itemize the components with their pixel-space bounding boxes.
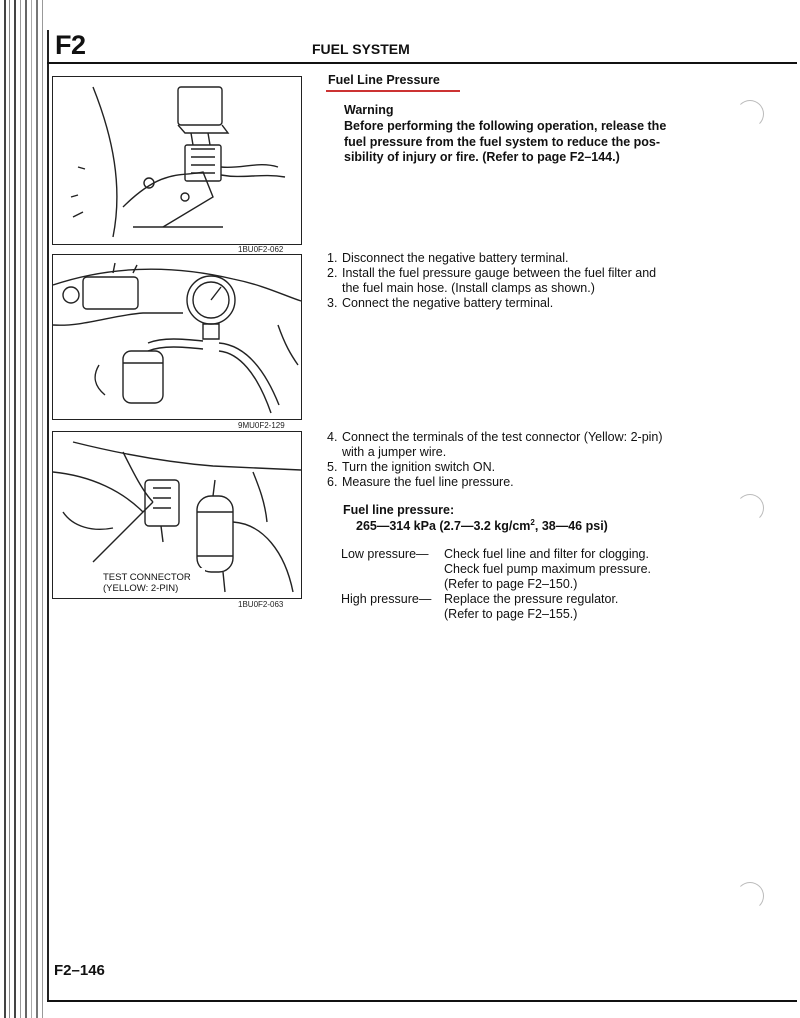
procedure-steps-b bbox=[327, 430, 663, 490]
figure-code: 9MU0F2-129 bbox=[238, 421, 285, 430]
diagnosis-condition: Low pressure— bbox=[341, 547, 429, 561]
list-item: 3. Connect the negative battery terminal. bbox=[327, 296, 554, 310]
page-title: FUEL SYSTEM bbox=[312, 41, 410, 57]
pressure-gauge-illustration bbox=[53, 255, 301, 419]
list-item: 6. Measure the fuel line pressure. bbox=[327, 475, 514, 489]
footer-rule bbox=[47, 1000, 797, 1002]
punch-hole-mark bbox=[736, 494, 764, 522]
list-item: 2. Install the fuel pressure gauge between the fuel filter and the fuel main hose. (Install clamps as shown.) bbox=[327, 266, 657, 295]
figure-relay-connector bbox=[52, 76, 302, 245]
figure-pressure-gauge bbox=[52, 254, 302, 420]
punch-hole-mark bbox=[736, 882, 764, 910]
diagnosis-condition: High pressure— bbox=[341, 592, 432, 606]
page-number: F2–146 bbox=[54, 962, 105, 979]
punch-hole-mark bbox=[736, 100, 764, 128]
diagnosis-actions: Replace the pressure regulator. (Refer to page F2–155.) bbox=[444, 592, 619, 621]
list-item: 4. Connect the terminals of the test connector (Yellow: 2-pin) with a jumper wire. bbox=[327, 430, 663, 459]
header-rule bbox=[47, 62, 797, 64]
warning-text: Before performing the following operation, release the fuel pressure from the fuel system to reduce the pos- sibility of injury or fire. (Refer to page F2–144.) bbox=[344, 119, 667, 164]
figure-code: 1BU0F2-062 bbox=[238, 245, 284, 254]
test-connector-callout: TEST CONNECTOR (YELLOW: 2-PIN) bbox=[103, 572, 191, 594]
warning-title: Warning bbox=[344, 103, 394, 117]
relay-connector-illustration bbox=[53, 77, 301, 244]
spec-label: Fuel line pressure: bbox=[343, 503, 455, 517]
page-margin-rule bbox=[47, 30, 49, 1002]
list-item: 1. Disconnect the negative battery terminal. bbox=[327, 251, 569, 265]
figure-test-connector bbox=[52, 431, 302, 599]
figure-code: 1BU0F2-063 bbox=[238, 600, 284, 609]
section-title-underline bbox=[326, 90, 460, 92]
page-binding-edge bbox=[0, 0, 46, 1018]
procedure-steps-a bbox=[327, 251, 656, 311]
section-title: Fuel Line Pressure bbox=[328, 73, 440, 87]
section-code: F2 bbox=[55, 30, 86, 60]
spec-value: 265—314 kPa (2.7—3.2 $kg/cm^2$, 38—46 psi) bbox=[356, 518, 608, 534]
diagnosis-actions: Check fuel line and filter for clogging. Check fuel pump maximum pressure. (Refer to page F2–150.) bbox=[444, 547, 652, 591]
list-item: 5. Turn the ignition switch ON. bbox=[327, 460, 496, 474]
